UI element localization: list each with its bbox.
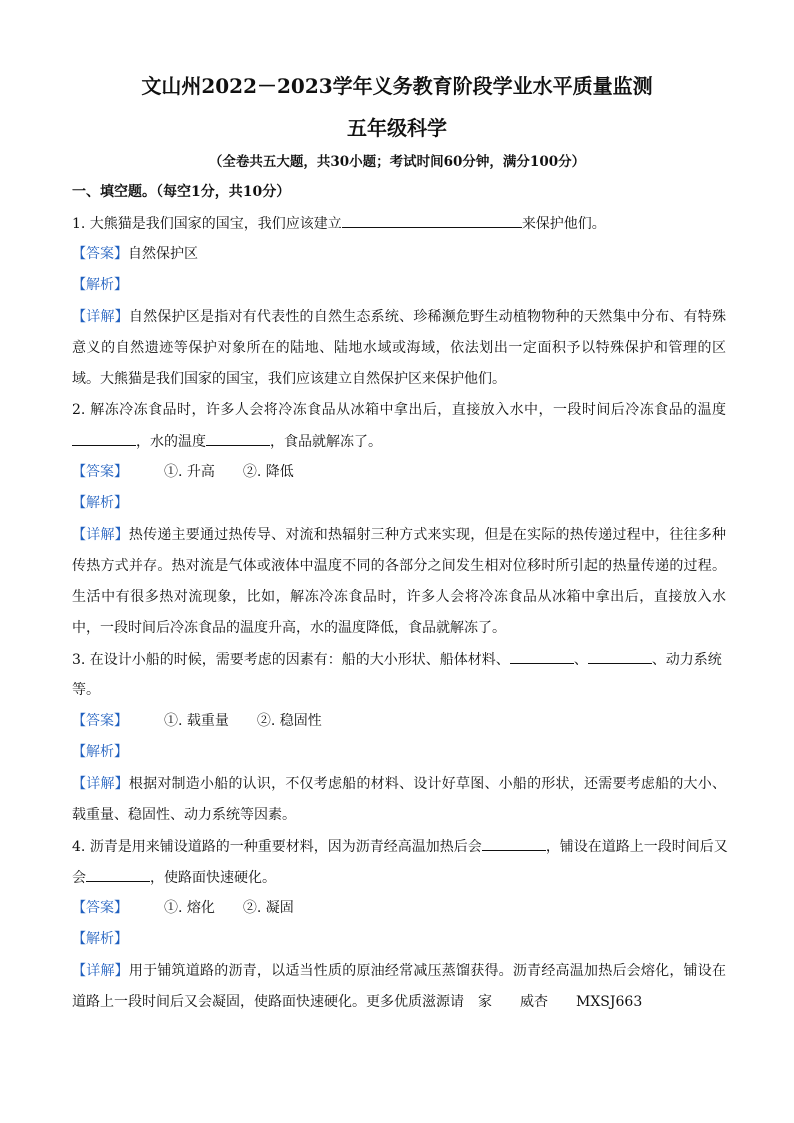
question-1-detail [72, 307, 726, 327]
answer-blank [206, 431, 270, 446]
stem-text: 会 [72, 870, 86, 886]
stem-text: 、动力系统 [651, 652, 722, 668]
detail-text: 用于铺筑道路的沥青，以适当性质的原油经常减压蒸馏获得。沥青经高温加热后会熔化，铺设在 [128, 963, 726, 979]
answer-blank [482, 836, 546, 851]
question-2-stem-cont [72, 431, 726, 452]
page-title: 文山州2022－2023学年义务教育阶段学业水平质量监测 [141, 74, 653, 98]
answer-label: 【答案】 [72, 464, 128, 480]
analysis-label: 【解析】 [72, 277, 128, 293]
analysis-label: 【解析】 [72, 744, 128, 760]
question-4-answer [72, 898, 726, 918]
question-4-stem [72, 836, 726, 857]
detail-text: 根据对制造小船的认识，不仅考虑船的材料、设计好草图、小船的形状，还需要考虑船的大小、 [128, 776, 726, 792]
stem-text: 、 [573, 652, 588, 668]
stem-text: ，水的温度 [136, 434, 206, 450]
detail-text: 域。大熊猫是我们国家的国宝，我们应该建立自然保护区来保护他们。 [72, 371, 506, 387]
detail-label: 【详解】 [72, 527, 129, 543]
stem-text: ，铺设在道路上一段时间后又 [545, 839, 728, 855]
q4-answer-1: ①. 熔化 [164, 900, 215, 916]
stem-text: ，食品就解冻了。 [270, 434, 382, 450]
question-3-answer [72, 711, 726, 731]
detail-text: 意义的自然遗迹等保护对象所在的陆地、陆地水域或海域，依法划出一定面积予以特殊保护和管理的区 [72, 340, 726, 356]
answer-blank [510, 649, 574, 664]
q2-answer-1: ①. 升高 [164, 464, 215, 480]
question-2-detail [72, 525, 726, 545]
exam-note: （全卷共五大题，共30小题；考试时间60分钟，满分100分） [208, 154, 586, 170]
question-3-stem [72, 649, 726, 670]
page-subtitle: 五年级科学 [347, 116, 447, 140]
question-1-stem [72, 213, 726, 234]
question-2-answer [72, 462, 726, 482]
section-heading: 一、填空题。（每空1分，共10分） [72, 184, 291, 200]
question-3-detail [72, 774, 726, 794]
detail-text: 生活中有很多热对流现象，比如，解冻冷冻食品时，许多人会将冷冻食品从冰箱中拿出后，直接放入水 [72, 589, 726, 605]
q1-answer: 自然保护区 [128, 246, 198, 262]
answer-label: 【答案】 [72, 713, 128, 729]
q2-answer-2: ②. 降低 [242, 464, 294, 480]
detail-text: 载重量、稳固性、动力系统等因素。 [72, 807, 296, 823]
detail-text: 自然保护区是指对有代表性的自然生态系统、珍稀濒危野生动植物物种的天然集中分布、有特殊 [128, 309, 726, 325]
stem-text: 3. 在设计小船的时候，需要考虑的因素有：船的大小形状、船体材料、 [72, 652, 510, 668]
detail-text: 热传递主要通过热传导、对流和热辐射三种方式来实现，但是在实际的热传递过程中，往往多种 [128, 527, 726, 543]
detail-label: 【详解】 [72, 309, 129, 325]
detail-label: 【详解】 [72, 963, 129, 979]
q1-stem-b: 来保护他们。 [521, 216, 606, 232]
question-1-answer [72, 244, 726, 264]
question-3-stem-cont: 等。 [72, 682, 100, 698]
analysis-label: 【解析】 [72, 931, 128, 947]
stem-text: ，使路面快速硬化。 [150, 870, 276, 886]
question-2-stem: 2. 解冻冷冻食品时，许多人会将冷冻食品从冰箱中拿出后，直接放入水中，一段时间后冷冻食品的温度 [72, 402, 726, 418]
question-4-stem-cont [72, 867, 726, 888]
stem-text: 4. 沥青是用来铺设道路的一种重要材料，因为沥青经高温加热后会 [72, 839, 482, 855]
analysis-label: 【解析】 [72, 495, 128, 511]
q3-answer-1: ①. 载重量 [164, 713, 229, 729]
answer-blank [588, 649, 652, 664]
q1-stem-a: 1. 大熊猫是我们国家的国宝，我们应该建立 [72, 216, 342, 232]
answer-blank [86, 867, 150, 882]
detail-text: 传热方式并存。热对流是气体或液体中温度不同的各部分之间发生相对位移时所引起的热量传递的过程。 [72, 558, 726, 574]
answer-label: 【答案】 [72, 900, 128, 916]
answer-label: 【答案】 [72, 246, 128, 262]
detail-label: 【详解】 [72, 776, 129, 792]
q3-answer-2: ②. 稳固性 [256, 713, 322, 729]
q4-answer-2: ②. 凝固 [242, 900, 294, 916]
answer-blank [342, 213, 522, 228]
question-4-detail [72, 961, 726, 981]
detail-text: 中，一段时间后冷冻食品的温度升高，水的温度降低，食品就解冻了。 [72, 620, 506, 636]
detail-text: 道路上一段时间后又会凝固，使路面快速硬化。更多优质滋源请 家 威杏 MXSJ663 [72, 994, 643, 1010]
answer-blank [72, 431, 136, 446]
